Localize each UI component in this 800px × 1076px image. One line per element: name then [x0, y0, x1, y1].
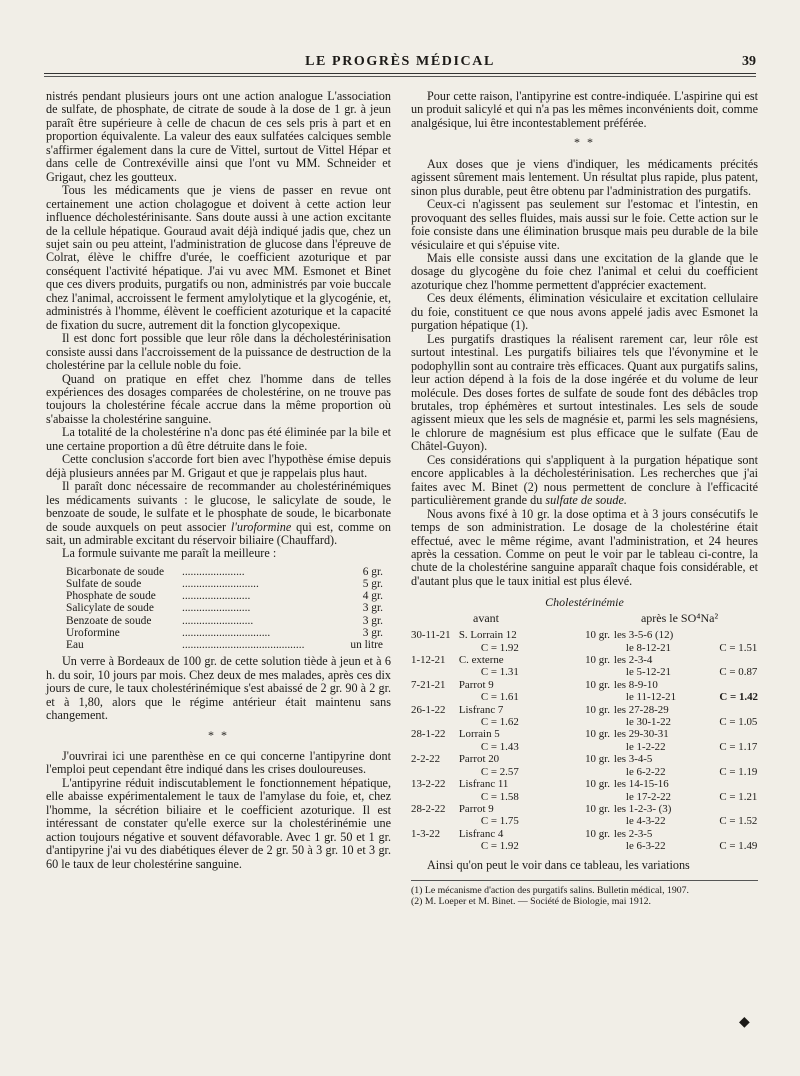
date-after-cell: le 30-1-22 — [625, 716, 671, 729]
dose-cell: 10 gr. — [585, 629, 610, 642]
value-after-cell: C = 1.17 — [719, 740, 758, 753]
table-row — [411, 778, 758, 790]
service-cell: Parrot 9 — [458, 678, 494, 691]
paragraph: Pour cette raison, l'antipyrine est contre-indiquée. L'aspirine qui est un produit salicylé et qui n'a pas les mêmes inconvénients doit, comme analgésique, lui être incontestablement préférée. — [411, 89, 758, 130]
ingredient-quantity: un litre — [350, 639, 383, 652]
ingredient-quantity: 4 gr. — [362, 590, 383, 603]
text-run: Ces considérations qui s'appliquent à la purgation hépatique sont encore applicables à la décholestérinisation. Les recherches que j'ai faites avec M. Binet (2) nous permettent de conclure à l'efficacité particulièrement grande du — [411, 452, 758, 508]
date-cell: 28-2-22 — [411, 802, 446, 815]
days-cell: les 2-3-5 — [613, 827, 653, 840]
dose-cell: 10 gr. — [585, 728, 610, 741]
page-number: 39 — [742, 54, 756, 69]
table-row — [411, 666, 758, 678]
table-row — [411, 803, 758, 815]
service-cell: S. Lorrain 12 — [458, 629, 517, 642]
paragraph: Tous les médicaments que je viens de passer en revue ont certainement une action cholagogue et doivent à cette action leur influence décholestérinisante. Sans doute aussi à une action excitante de la cellule hépatique. Gouraud avait déjà indiqué jadis que, chez un sujet sain ou peu atteint, l'administration de glucose dans l'épreuve de Colrat, élève le chiffre d'urée, le coefficient azoturique et par conséquent l'activité hépatique. J'ai vu avec MM. Esmonet et Binet que ces divers produits, purgatifs ou non, administrés par voie buccale chez l'animal, accroissent le ferment amylolytique et la glycogénie, et, administrés à l'homme, élèvent le coefficient azoturique et la capacité de fixation du sucre, autrement dit la fonction glycopexique. — [46, 183, 391, 332]
ingredient-quantity: 6 gr. — [362, 565, 383, 578]
value-before-cell: C = 1.43 — [480, 740, 519, 753]
paragraph: Ces deux éléments, élimination vésiculaire et excitation cellulaire du foie, constituent ce que nous avons appelé jadis avec Esmonet la purgation hépatique (1). — [411, 291, 758, 333]
value-before-cell: C = 1.62 — [480, 716, 519, 729]
text-run: Il paraît donc nécessaire de recommander au cholestérinémiques les médicaments suivants : le glucose, le salicylate de soude, le benzoate de soude, le sulfate et le phosphate de soude, le bicarbonate de soude auxquels on peut associer — [46, 479, 391, 534]
table-row — [411, 753, 758, 765]
value-after-cell: C = 1.52 — [719, 815, 758, 828]
date-after-cell: le 8-12-21 — [625, 641, 671, 654]
date-after-cell: le 6-3-22 — [625, 840, 666, 853]
ingredient-name: Uroformine — [66, 626, 120, 639]
table-row — [411, 654, 758, 666]
formula-row — [46, 602, 391, 614]
days-cell: les 8-9-10 — [613, 678, 658, 691]
table-row — [411, 728, 758, 740]
date-cell: 30-11-21 — [411, 629, 451, 642]
date-after-cell: le 1-2-22 — [625, 740, 666, 753]
running-header — [44, 54, 756, 72]
paragraph: Mais elle consiste aussi dans une excitation de la glande que le dosage du glycogène du foie chez l'animal et celui du coefficient azoturique chez l'homme permettent d'apprécier exactement. — [411, 250, 758, 292]
header-after: après le SO⁴Na² — [640, 610, 719, 625]
dose-cell: 10 gr. — [585, 778, 610, 791]
table-row — [411, 840, 758, 852]
header-before: avant — [473, 610, 499, 625]
paragraph: Quand on pratique en effet chez l'homme dans de telles expériences des dosages comparées de cholestérine, on ne trouve pas toujours la cholestérine fécale accrue dans la même proportion où s'abaisse la cholestérine sanguine. — [46, 371, 391, 426]
date-cell: 1-12-21 — [411, 654, 446, 667]
service-cell: Lorrain 5 — [458, 728, 500, 741]
days-cell: les 1-2-3- (3) — [613, 802, 672, 815]
date-after-cell: le 11-12-21 — [625, 691, 677, 704]
date-cell: 1-3-22 — [411, 827, 441, 840]
table-header — [411, 612, 758, 625]
leader-dots: ........................................... — [181, 639, 305, 652]
table-row — [411, 679, 758, 691]
footnote: (1) Le mécanisme d'action des purgatifs salins. Bulletin médical, 1907. — [411, 884, 690, 896]
service-cell: Lisfranc 7 — [458, 703, 504, 716]
date-cell: 2-2-22 — [411, 753, 441, 766]
ingredient-name: Salicylate de soude — [66, 602, 154, 615]
value-after-cell: C = 1.49 — [719, 840, 758, 853]
date-after-cell: le 6-2-22 — [625, 765, 666, 778]
ingredient-name: Eau — [66, 639, 84, 652]
paragraph: Ainsi qu'on peut le voir dans ce tableau, les variations — [427, 857, 690, 872]
formula-row — [46, 590, 391, 602]
paragraph: Aux doses que je viens d'indiquer, les médicaments précités agissent sûrement mais lentement. Un résultat plus rapide, plus patent, sinon plus durable, peut être obtenu par l'administration des purgatifs. — [411, 156, 758, 198]
value-after-cell: C = 1.21 — [719, 790, 758, 803]
value-before-cell: C = 1.92 — [480, 840, 519, 853]
date-cell: 26-1-22 — [411, 703, 446, 716]
ingredient-quantity: 3 gr. — [362, 602, 383, 615]
service-cell: Parrot 20 — [458, 753, 500, 766]
paragraph: Nous avons fixé à 10 gr. la dose optima et à 3 jours consécutifs le temps de son administration. Le dosage de la cholestérine était effectué, avec le même régime, avant l'administration, et 24 heures après la cessation. Comme on peut le voir par le tableau ci-contre, la chute de la cholestérine sanguine apparaît chaque fois considérable, et d'autant plus que le taux initial est plus élevé. — [411, 506, 758, 588]
formula-row — [46, 566, 391, 578]
ingredient-name: Benzoate de soude — [66, 614, 152, 627]
formula-row — [46, 578, 391, 590]
value-after-cell: C = 1.05 — [719, 716, 758, 729]
value-before-cell: C = 1.58 — [480, 790, 519, 803]
section-separator: * * — [574, 135, 595, 150]
formula-table — [46, 566, 391, 651]
dose-cell: 10 gr. — [585, 802, 610, 815]
paragraph: J'ouvrirai ici une parenthèse en ce qui concerne l'antipyrine dont l'emploi peut cependant être indiqué dans les crises douloureuses. — [46, 749, 391, 777]
leader-dots: ............................... — [181, 626, 271, 639]
italic-run: sulfate de soude. — [545, 493, 627, 508]
days-cell: les 2-3-4 — [613, 654, 653, 667]
journal-title: LE PROGRÈS MÉDICAL — [305, 54, 495, 69]
date-cell: 28-1-22 — [411, 728, 446, 741]
value-before-cell: C = 2.57 — [480, 765, 519, 778]
paragraph: Les purgatifs drastiques la réalisent rarement car, leur rôle est surtout intestinal. Les purgatifs biliaires tels que l'évonymine et le podophyllin sont au contraire très efficaces. Quant aux purgatifs salins, leur action dépend à la fois de la dose ingérée et du volume de leur molécule. Des doses fortes de sulfate de soude font des débâcles trop brutales, trop éphémères et surtout intestinales. Les sels de soude agissent mieux que les sels de magnésie et, parmi les sels magnésiens, le chlorure de magnésium est plus efficace que le sulfate (Eau de Châtel-Guyon). — [411, 331, 758, 454]
ingredient-name: Bicarbonate de soude — [66, 565, 165, 578]
service-cell: C. externe — [458, 654, 504, 667]
days-cell: les 3-4-5 — [613, 753, 653, 766]
header-rule-secondary — [44, 76, 756, 77]
formula-row — [46, 627, 391, 639]
paragraph: Cette conclusion s'accorde fort bien avec l'hypothèse émise depuis déjà plusieurs années par M. Grigaut et que je rappelais plus haut. — [46, 452, 391, 480]
paragraph: Un verre à Bordeaux de 100 gr. de cette solution tiède à jeun et à 6 h. du soir, 10 jours par mois. Chez deux de mes malades, après ces dix jours de cure, le taux cholestérinémique s'est abaissé de 2 gr. 90 à 2 gr. et à 1,80, alors que le régime antérieur était maintenu sans changement. — [46, 654, 391, 723]
days-cell: les 27-28-29 — [613, 703, 669, 716]
table-row — [411, 716, 758, 728]
value-after-cell: C = 1.19 — [719, 765, 758, 778]
footnote: (2) M. Loeper et M. Binet. — Société de Biologie, mai 1912. — [411, 895, 651, 907]
ingredient-quantity: 3 gr. — [362, 626, 383, 639]
value-after-cell: C = 0.87 — [719, 666, 758, 679]
table-row — [411, 815, 758, 827]
text-run: qui est, comme on sait, un admirable excitant du réservoir biliaire (Chauffard). — [46, 519, 391, 547]
paragraph — [411, 454, 758, 508]
paragraph: Il est donc fort possible que leur rôle dans la décholestérinisation consiste aussi dans l'accroissement de la puissance de destruction de la cholestérine par la cellule noble du foie. — [46, 331, 391, 373]
formula-row — [46, 615, 391, 627]
date-after-cell: le 17-2-22 — [625, 790, 671, 803]
ornament-diamond-icon: ◆ — [739, 1015, 750, 1030]
section-separator: * * — [208, 727, 229, 742]
value-before-cell: C = 1.61 — [480, 691, 519, 704]
leader-dots: ........................ — [181, 602, 251, 615]
paragraph: La formule suivante me paraît la meilleure : — [62, 546, 277, 561]
dose-cell: 10 gr. — [585, 678, 610, 691]
leader-dots: ........................... — [181, 578, 259, 591]
table-row — [411, 828, 758, 840]
ingredient-quantity: 5 gr. — [362, 578, 383, 591]
date-cell: 7-21-21 — [411, 678, 446, 691]
table-row — [411, 741, 758, 753]
ingredient-quantity: 3 gr. — [362, 614, 383, 627]
paragraph: Ceux-ci n'agissent pas seulement sur l'estomac et l'intestin, en provoquant des selles fluides, mais aussi sur le foie. Cette action sur le foie consiste dans une élimination brusque mais peu durable de la bile vésiculaire et qui s'épuise vite. — [411, 197, 758, 252]
date-cell: 13-2-22 — [411, 778, 446, 791]
leader-dots: ...................... — [181, 565, 245, 578]
date-after-cell: le 4-3-22 — [625, 815, 666, 828]
italic-run: l'uroformine — [230, 519, 292, 534]
days-cell: les 3-5-6 (12) — [613, 629, 674, 642]
table-row — [411, 642, 758, 654]
dose-cell: 10 gr. — [585, 703, 610, 716]
footnote-rule — [411, 880, 758, 881]
paragraph: L'antipyrine réduit indiscutablement le fonctionnement hépatique, elle abaisse expérimentalement le taux de l'amylase du foie, et, chez l'homme, la sécrétion biliaire et le coefficient azoturique. Il est intéressant de constater qu'elle exerce sur la cholestérinémie une action toujours négative et souvent défavorable. Avec 1 gr. 50 et 1 gr. d'antipyrine j'ai vu des diabétiques élever de 2 gr. 50 à 3 gr. 10 et 3 gr. 60 le taux de leur cholestérine sanguine. — [46, 775, 391, 871]
service-cell: Lisfranc 11 — [458, 778, 509, 791]
value-after-cell: C = 1.51 — [719, 641, 758, 654]
dose-cell: 10 gr. — [585, 654, 610, 667]
right-column — [411, 90, 758, 907]
table-row — [411, 691, 758, 703]
date-after-cell: le 5-12-21 — [625, 666, 671, 679]
service-cell: Lisfranc 4 — [458, 827, 504, 840]
table-row — [411, 766, 758, 778]
service-cell: Parrot 9 — [458, 802, 494, 815]
left-column — [46, 90, 391, 871]
table-row — [411, 791, 758, 803]
formula-row — [46, 639, 391, 651]
value-before-cell: C = 1.92 — [480, 641, 519, 654]
days-cell: les 29-30-31 — [613, 728, 669, 741]
paragraph: nistrés pendant plusieurs jours ont une action analogue L'association de sulfate, de phosphate, de citrate de soude à la dose de 1 gr. à jeun paraît être supérieure à celle de chacun de ces sels pris à part et en proportion équivalente. La valeur des eaux sulfatées calciques semble s'affirmer également dans la cure de Vittel, surtout de Vittel Hépar et dans celle de Contrexéville ainsi que l'ont vu MM. Schneider et Grigaut, chez les goutteux. — [46, 89, 391, 184]
table-row — [411, 629, 758, 641]
value-before-cell: C = 1.31 — [480, 666, 519, 679]
dose-cell: 10 gr. — [585, 827, 610, 840]
ingredient-name: Phosphate de soude — [66, 590, 156, 603]
table-caption: Cholestérinémie — [545, 595, 624, 610]
cholesterol-table — [411, 629, 758, 852]
header-rule — [44, 73, 756, 74]
ingredient-name: Sulfate de soude — [66, 578, 142, 591]
leader-dots: ......................... — [181, 614, 254, 627]
days-cell: les 14-15-16 — [613, 778, 669, 791]
value-after-cell: C = 1.42 — [719, 691, 758, 704]
value-before-cell: C = 1.75 — [480, 815, 519, 828]
paragraph — [46, 480, 391, 547]
table-row — [411, 704, 758, 716]
paragraph: La totalité de la cholestérine n'a donc pas été éliminée par la bile et une certaine proportion a dû être détruite dans le foie. — [46, 425, 391, 453]
leader-dots: ........................ — [181, 590, 251, 603]
dose-cell: 10 gr. — [585, 753, 610, 766]
